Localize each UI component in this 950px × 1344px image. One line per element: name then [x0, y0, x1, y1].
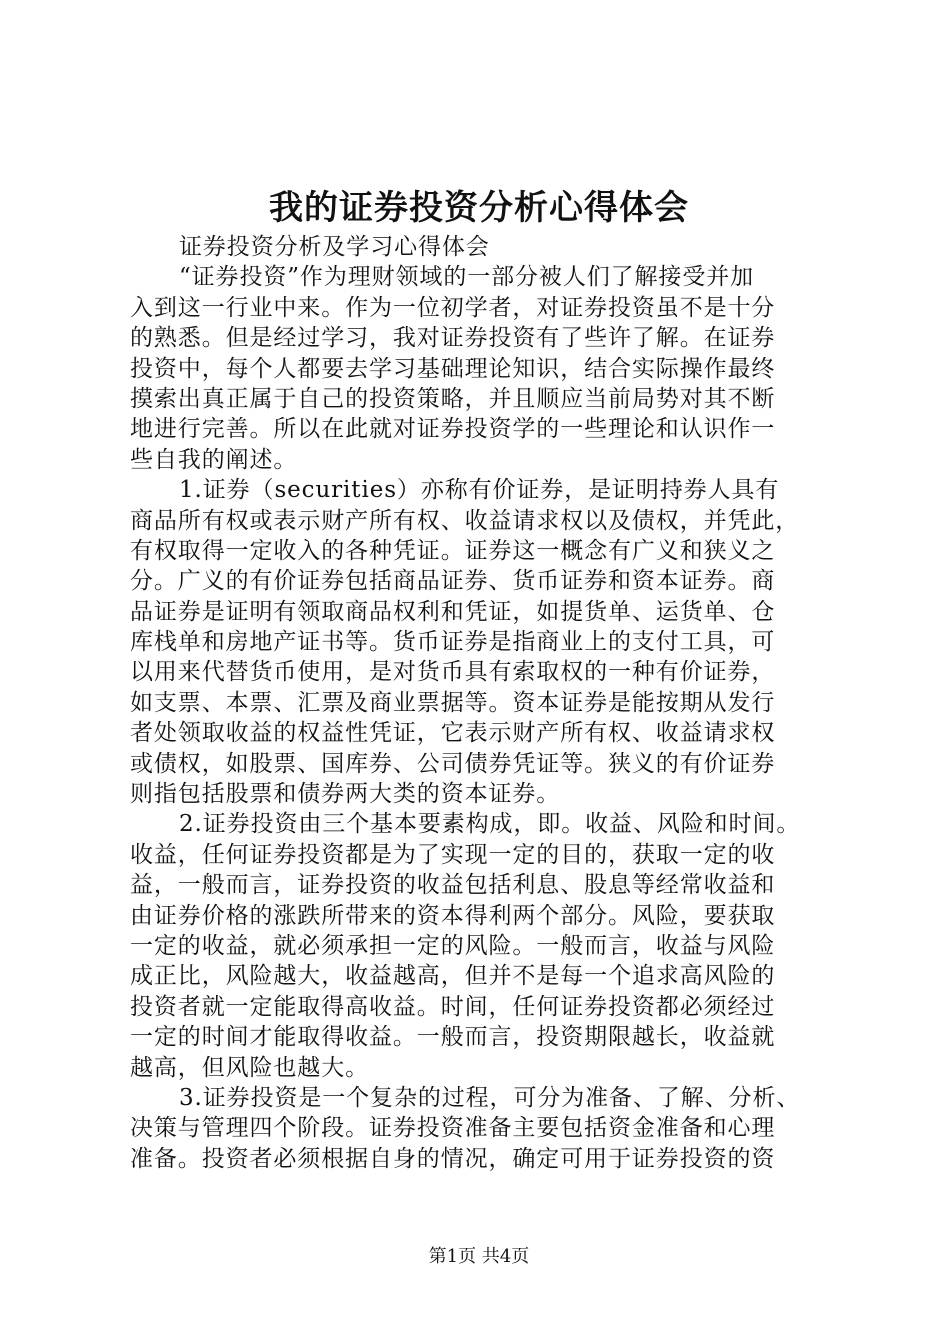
body-line: 以用来代替货币使用，是对货币具有索取权的一种有价证券，: [130, 659, 776, 686]
body-line: 成正比，风险越大，收益越高，但并不是每一个追求高风险的: [130, 963, 776, 990]
body-line: 准备。投资者必须根据自身的情况，确定可用于证券投资的资: [130, 1145, 776, 1172]
body-line: 由证券价格的涨跌所带来的资本得利两个部分。风险，要获取: [130, 902, 776, 929]
body-line: 益，一般而言，证券投资的收益包括利息、股息等经常收益和: [130, 872, 776, 899]
document-body: [130, 232, 838, 1174]
body-line: “证券投资”作为理财领域的一部分被人们了解接受并加: [179, 264, 755, 291]
body-line: 有权取得一定收入的各种凭证。证券这一概念有广义和狭义之: [130, 537, 776, 564]
body-line: 的熟悉。但是经过学习，我对证券投资有了些许了解。在证券: [130, 325, 776, 352]
body-line: 投资中，每个人都要去学习基础理论知识，结合实际操作最终: [130, 355, 776, 382]
body-line: 分。广义的有价证券包括商品证券、货币证券和资本证券。商: [130, 568, 776, 595]
body-line: 些自我的阐述。: [130, 446, 298, 473]
body-line: 库栈单和房地产证书等。货币证券是指商业上的支付工具，可: [130, 629, 776, 656]
page-footer: 第1页 共4页: [428, 1246, 530, 1267]
body-line: 如支票、本票、汇票及商业票据等。资本证券是能按期从发行: [130, 689, 776, 716]
document-title: 我的证券投资分析心得体会: [269, 188, 689, 228]
body-line: 摸索出真正属于自己的投资策略，并且顺应当前局势对其不断: [130, 385, 776, 412]
body-line: 收益，任何证券投资都是为了实现一定的目的，获取一定的收: [130, 841, 776, 868]
body-line: 越高，但风险也越大。: [130, 1054, 369, 1081]
body-line: 决策与管理四个阶段。证券投资准备主要包括资金准备和心理: [130, 1115, 776, 1142]
body-line: 入到这一行业中来。作为一位初学者，对证券投资虽不是十分: [130, 294, 776, 321]
body-line: 或债权，如股票、国库券、公司债券凭证等。狭义的有价证券: [130, 750, 776, 777]
body-line: 地进行完善。所以在此就对证券投资学的一些理论和认识作一: [130, 416, 776, 443]
body-line: 商品所有权或表示财产所有权、收益请求权以及债权，并凭此，: [130, 507, 800, 534]
body-line: 1.证券（securities）亦称有价证券，是证明持券人具有: [179, 477, 780, 504]
body-line: 2.证券投资由三个基本要素构成，即。收益、风险和时间。: [179, 811, 801, 838]
body-line: 一定的收益，就必须承担一定的风险。一般而言，收益与风险: [130, 932, 776, 959]
body-line: 证券投资分析及学习心得体会: [179, 234, 490, 260]
body-line: 3.证券投资是一个复杂的过程，可分为准备、了解、分析、: [179, 1084, 801, 1111]
body-line: 一定的时间才能取得收益。一般而言，投资期限越长，收益就: [130, 1024, 776, 1051]
body-line: 投资者就一定能取得高收益。时间，任何证券投资都必须经过: [130, 993, 776, 1020]
body-line: 则指包括股票和债券两大类的资本证券。: [130, 781, 561, 808]
body-line: 品证券是证明有领取商品权利和凭证，如提货单、运货单、仓: [130, 598, 776, 625]
body-line: 者处领取收益的权益性凭证，它表示财产所有权、收益请求权: [130, 720, 776, 747]
